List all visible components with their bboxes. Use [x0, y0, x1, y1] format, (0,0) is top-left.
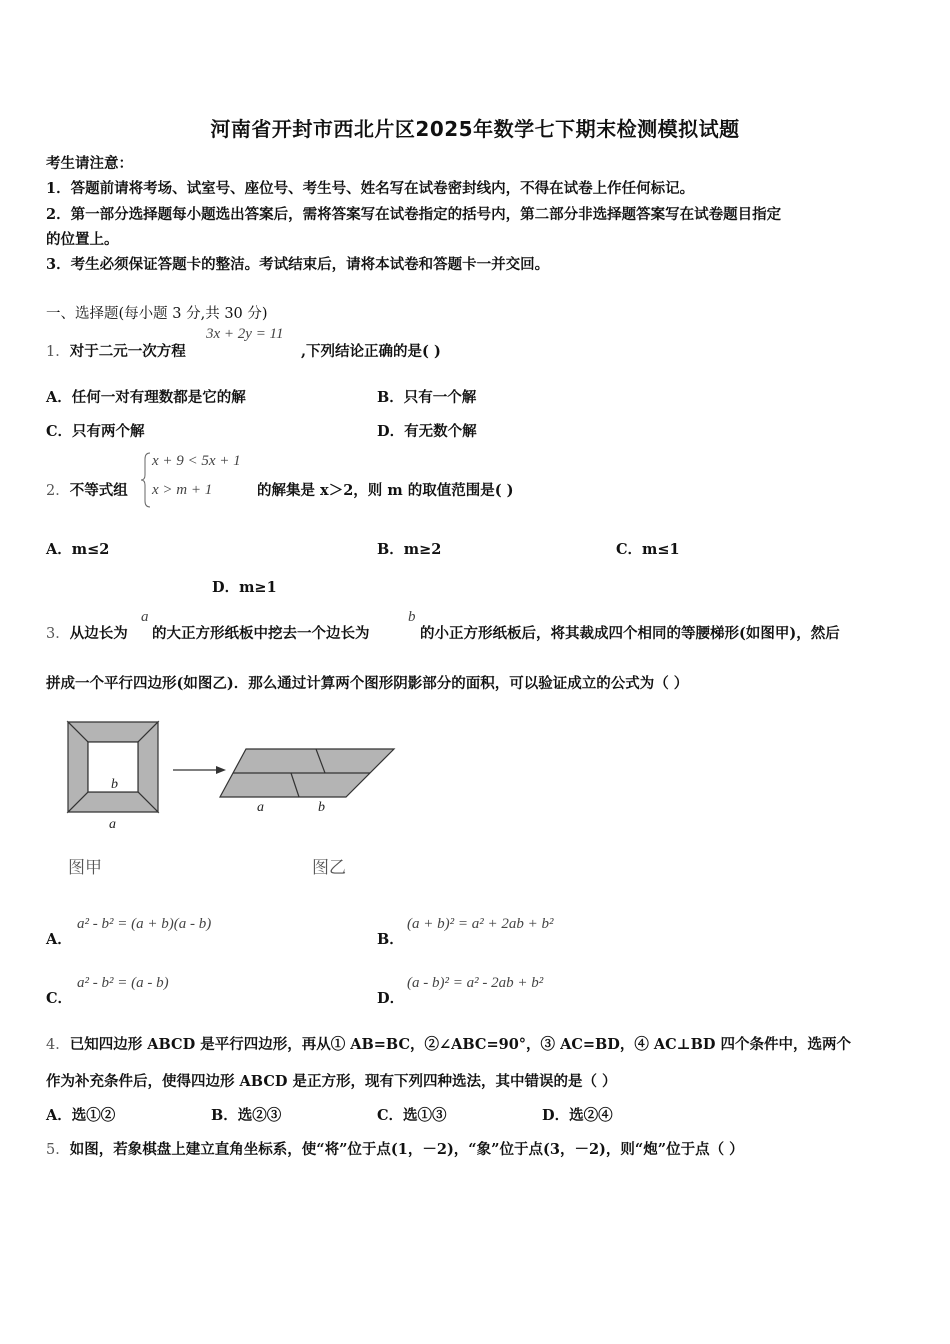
fig-yi-label-a: a: [257, 800, 264, 815]
notice-item-2-cont: 的位置上。: [46, 231, 119, 248]
q2-inequality-2: x > m + 1: [152, 482, 213, 498]
q3-option-a-formula[interactable]: a² - b² = (a + b)(a - b): [77, 916, 212, 932]
figure-jia: [68, 722, 158, 812]
q1-option-a[interactable]: A．任何一对有理数都是它的解: [46, 389, 246, 406]
q4-option-c[interactable]: C．选①③: [377, 1107, 447, 1124]
q3-option-b-formula[interactable]: (a + b)² = a² + 2ab + b²: [407, 916, 554, 932]
question-4: [46, 1033, 851, 1054]
q2-option-c[interactable]: C．m≤1: [616, 541, 680, 558]
q3-option-d-formula[interactable]: (a - b)² = a² - 2ab + b²: [407, 975, 544, 991]
q2-post: 的解集是 x＞2，则 m 的取值范围是( ): [257, 482, 514, 499]
question-2: [46, 479, 128, 500]
notice-item-1: 1．答题前请将考场、试室号、座位号、考生号、姓名写在试卷密封线内，不得在试卷上作任何标记。: [46, 180, 695, 197]
q4-number: 4．: [46, 1037, 70, 1053]
question-1: [46, 340, 186, 361]
notice-item-2: 2．第一部分选择题每小题选出答案后，需将答案写在试卷指定的括号内，第二部分非选择题答案写在试卷题目指定: [46, 206, 782, 223]
q2-option-a[interactable]: A．m≤2: [46, 541, 110, 558]
q1-option-c[interactable]: C．只有两个解: [46, 423, 145, 440]
q1-number: 1．: [46, 344, 70, 360]
fig-jia-label-a: a: [109, 817, 116, 832]
q2-option-d[interactable]: D．m≥1: [212, 579, 277, 596]
fig-jia-caption: 图甲: [68, 858, 102, 878]
section-heading: 一、选择题(每小题 3 分,共 30 分): [46, 306, 268, 322]
fig-jia-label-b: b: [111, 777, 118, 792]
q2-pre: 不等式组: [69, 482, 128, 499]
q3-var-b: b: [408, 609, 416, 625]
q3-line1-c: 的小正方形纸板后，将其裁成四个相同的等腰梯形(如图甲)，然后: [420, 625, 840, 642]
q3-line1-b: 的大正方形纸板中挖去一个边长为: [152, 625, 370, 642]
notice-item-3: 3．考生必须保证答题卡的整洁。考试结束后，请将本试卷和答题卡一并交回。: [46, 256, 550, 273]
fig-yi-label-b: b: [318, 800, 325, 815]
q3-line1-a: 从边长为: [69, 625, 128, 642]
question-5: [46, 1138, 744, 1159]
q5-text: 如图，若象棋盘上建立直角坐标系，使“将”位于点(1，－2)，“象”位于点(3，－2)，则“炮”位于点（ ）: [69, 1141, 744, 1158]
q3-option-a-label[interactable]: A．: [46, 931, 72, 948]
q4-option-b[interactable]: B．选②③: [211, 1107, 282, 1124]
q3-option-d-label[interactable]: D．: [377, 990, 405, 1007]
q3-option-c-formula[interactable]: a² - b² = (a - b): [77, 975, 169, 991]
q2-number: 2．: [46, 483, 70, 499]
q5-number: 5．: [46, 1142, 70, 1158]
q2-option-b[interactable]: B．m≥2: [377, 541, 442, 558]
q4-option-d[interactable]: D．选②④: [542, 1107, 613, 1124]
q4-line1: 已知四边形 ABCD 是平行四边形，再从① AB=BC，②∠ABC=90°，③ AC=BD，④ AC⊥BD 四个条件中，选两个: [69, 1036, 851, 1053]
q4-line2: 作为补充条件后，使得四边形 ABCD 是正方形，现有下列四种选法，其中错误的是（ ）: [46, 1073, 617, 1090]
q3-option-b-label[interactable]: B．: [377, 931, 404, 948]
q2-inequality-1: x + 9 < 5x + 1: [152, 453, 241, 469]
arrow-icon: [173, 766, 226, 774]
q4-option-a[interactable]: A．选①②: [46, 1107, 116, 1124]
q1-option-d[interactable]: D．有无数个解: [377, 423, 477, 440]
q3-number: 3．: [46, 626, 70, 642]
page-title: 河南省开封市西北片区2025年数学七下期末检测模拟试题: [210, 117, 740, 141]
q1-post: ,下列结论正确的是( ): [301, 343, 441, 360]
q1-pre: 对于二元一次方程: [69, 343, 186, 360]
q3-figure: [60, 712, 410, 882]
q1-option-b[interactable]: B．只有一个解: [377, 389, 477, 406]
figure-yi: [220, 749, 394, 797]
q2-brace-icon: [140, 451, 152, 509]
fig-yi-caption: 图乙: [312, 858, 346, 878]
q3-option-c-label[interactable]: C．: [46, 990, 73, 1007]
notice-heading: 考生请注意：: [46, 155, 133, 172]
q3-line2: 拼成一个平行四边形(如图乙)．那么通过计算两个图形阴影部分的面积，可以验证成立的公式为（ ）: [46, 675, 689, 692]
question-3: [46, 622, 128, 643]
q1-equation: 3x + 2y = 11: [206, 326, 284, 342]
q3-var-a: a: [141, 609, 149, 625]
